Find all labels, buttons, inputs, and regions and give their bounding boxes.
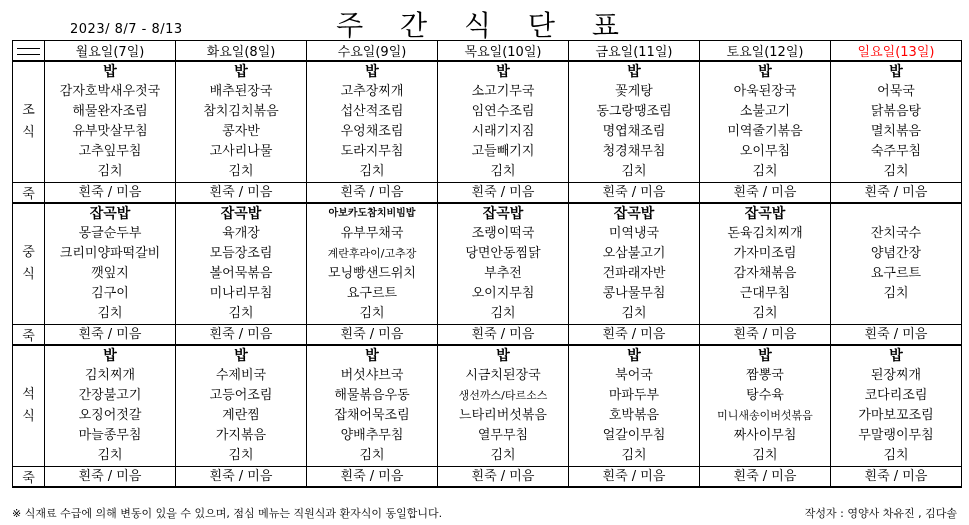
meal-row-lunch (13, 203, 962, 325)
porridge-cell: 흰죽 / 미음 (45, 325, 176, 346)
meal-label-char: 식 (22, 409, 35, 424)
porridge-label: 죽 (13, 467, 45, 488)
menu-item: 깻잎지 (91, 266, 129, 281)
menu-item: 버섯샤브국 (340, 368, 404, 383)
menu-item: 북어국 (615, 368, 653, 383)
menu-item: 임연수조림 (471, 104, 535, 119)
porridge-cell: 흰죽 / 미음 (700, 325, 831, 346)
meal-label-char: 중 (22, 245, 35, 260)
menu-item: 건파래자반 (602, 266, 666, 281)
menu-item: 고등어조림 (209, 388, 273, 403)
menu-cell (700, 61, 831, 183)
menu-main-dish: 잡곡밥 (482, 206, 524, 222)
menu-item: 김치 (490, 164, 516, 179)
menu-item: 오징어젓갈 (78, 408, 142, 423)
menu-item: 볼어묵볶음 (209, 266, 273, 281)
menu-item: 우엉채조림 (340, 124, 404, 139)
menu-cell (569, 203, 700, 325)
menu-cell (45, 61, 176, 183)
menu-main-dish: 잡곡밥 (89, 206, 131, 222)
menu-item: 크리미양파떡갈비 (59, 246, 161, 261)
porridge-cell: 흰죽 / 미음 (176, 467, 307, 488)
menu-main-dish: 밥 (103, 348, 117, 364)
menu-item: 김치 (621, 164, 647, 179)
menu-cell (176, 61, 307, 183)
meal-label-char: 식 (22, 267, 35, 282)
menu-item: 계란찜 (222, 408, 260, 423)
menu-item: 느타리버섯볶음 (459, 408, 547, 423)
menu-item: 소불고기 (739, 104, 791, 119)
page-title: 주 간 식 단 표 (336, 9, 633, 42)
menu-main-dish: 아보카도참치비빔밥 (328, 208, 416, 219)
menu-cell (438, 61, 569, 183)
menu-item: 김치 (490, 306, 516, 321)
menu-item: 김치 (97, 164, 123, 179)
menu-item: 육개장 (222, 226, 260, 241)
menu-item: 숙주무침 (870, 144, 922, 159)
menu-item: 미니새송이버섯볶음 (717, 409, 813, 422)
menu-item: 김치 (752, 306, 778, 321)
menu-item: 생선까스/타르소스 (458, 389, 548, 402)
menu-item: 당면안동찜닭 (465, 246, 541, 261)
menu-item: 김치 (228, 448, 254, 463)
menu-cell (831, 61, 962, 183)
corner-cell (13, 41, 45, 62)
meal-label-breakfast (13, 61, 45, 183)
menu-item: 김치 (621, 306, 647, 321)
porridge-cell: 흰죽 / 미음 (176, 325, 307, 346)
menu-item: 청경채무침 (602, 144, 666, 159)
menu-item: 김치 (883, 448, 909, 463)
menu-item: 김치 (752, 164, 778, 179)
menu-item: 감자호박새우젓국 (59, 84, 161, 99)
porridge-cell: 흰죽 / 미음 (569, 183, 700, 204)
menu-item: 호박볶음 (608, 408, 660, 423)
menu-item: 조랭이떡국 (471, 226, 535, 241)
porridge-cell: 흰죽 / 미음 (831, 467, 962, 488)
menu-cell (45, 345, 176, 467)
menu-item: 미역줄기볶음 (727, 124, 803, 139)
menu-item: 얼갈이무침 (602, 428, 666, 443)
porridge-row (13, 325, 962, 346)
porridge-cell: 흰죽 / 미음 (307, 467, 438, 488)
porridge-row (13, 467, 962, 488)
menu-item: 도라지무침 (340, 144, 404, 159)
menu-item: 고들빼기지 (471, 144, 535, 159)
menu-item: 김치 (883, 164, 909, 179)
meal-label-lunch (13, 203, 45, 325)
menu-main-dish: 밥 (496, 64, 510, 80)
menu-item: 김치 (752, 448, 778, 463)
porridge-cell: 흰죽 / 미음 (831, 325, 962, 346)
menu-cell (700, 345, 831, 467)
porridge-cell: 흰죽 / 미음 (438, 325, 569, 346)
day-header-tue: 화요일(8일) (176, 41, 307, 62)
menu-item: 김치 (359, 306, 385, 321)
menu-item: 열무무침 (477, 428, 529, 443)
menu-main-dish: 잡곡밥 (613, 206, 655, 222)
menu-item: 가마보꼬조림 (858, 408, 934, 423)
porridge-label: 죽 (13, 183, 45, 204)
menu-item: 무말랭이무침 (858, 428, 934, 443)
menu-main-dish: 밥 (758, 348, 772, 364)
menu-item: 콩나물무침 (602, 286, 666, 301)
menu-item: 김치 (228, 164, 254, 179)
day-header-sun: 일요일(13일) (831, 41, 962, 62)
menu-item: 김치 (359, 164, 385, 179)
menu-item: 시금치된장국 (465, 368, 541, 383)
menu-item: 아욱된장국 (733, 84, 797, 99)
corner-line (17, 54, 40, 55)
menu-item: 요구르트 (870, 266, 922, 281)
menu-item: 김구이 (91, 286, 129, 301)
menu-item: 짜사이무침 (733, 428, 797, 443)
menu-main-dish: 밥 (496, 348, 510, 364)
menu-item: 근대무침 (739, 286, 791, 301)
menu-item: 오이무침 (739, 144, 791, 159)
menu-main-dish: 밥 (365, 64, 379, 80)
porridge-label: 죽 (13, 325, 45, 346)
meal-row-breakfast (13, 61, 962, 183)
menu-item: 김치 (883, 286, 909, 301)
day-header-wed: 수요일(9일) (307, 41, 438, 62)
menu-main-dish: 밥 (103, 64, 117, 80)
menu-item: 오삼불고기 (602, 246, 666, 261)
menu-item: 가자미조림 (733, 246, 797, 261)
menu-item: 마파두부 (608, 388, 660, 403)
menu-cell (307, 203, 438, 325)
menu-main-dish: 밥 (234, 64, 248, 80)
menu-item: 양념간장 (870, 246, 922, 261)
day-header-thu: 목요일(10일) (438, 41, 569, 62)
porridge-cell: 흰죽 / 미음 (569, 467, 700, 488)
menu-item: 잔치국수 (870, 226, 922, 241)
menu-item: 돈육김치찌개 (727, 226, 803, 241)
menu-item: 계란후라이/고추장 (327, 247, 417, 260)
menu-cell (700, 203, 831, 325)
meal-label-char: 식 (22, 125, 35, 140)
menu-item: 유부맛살무침 (72, 124, 148, 139)
date-range: 2023/ 8/7 - 8/13 (70, 22, 183, 37)
menu-item: 명엽채조림 (602, 124, 666, 139)
menu-main-dish (831, 204, 961, 224)
menu-cell (569, 61, 700, 183)
menu-item: 수제비국 (215, 368, 267, 383)
menu-main-dish: 잡곡밥 (744, 206, 786, 222)
menu-item: 시래기지짐 (471, 124, 535, 139)
footer-note: ※ 식재료 수급에 의해 변동이 있을 수 있으며, 점심 메뉴는 직원식과 환자식이 동일합니다. (12, 507, 443, 520)
menu-item: 콩자반 (222, 124, 260, 139)
menu-item: 탕수육 (746, 388, 784, 403)
menu-item: 김치 (97, 306, 123, 321)
porridge-cell: 흰죽 / 미음 (307, 183, 438, 204)
menu-item: 어묵국 (877, 84, 915, 99)
menu-item: 가지볶음 (215, 428, 267, 443)
menu-item: 닭볶음탕 (870, 104, 922, 119)
menu-cell (831, 345, 962, 467)
menu-item: 해물볶음우동 (334, 388, 410, 403)
menu-cell (438, 345, 569, 467)
menu-item: 유부무채국 (340, 226, 404, 241)
porridge-row (13, 183, 962, 204)
menu-item: 김치 (359, 448, 385, 463)
menu-item: 김치찌개 (84, 368, 136, 383)
menu-main-dish: 밥 (889, 348, 903, 364)
weekly-menu-table (12, 40, 962, 488)
day-header-sat: 토요일(12일) (700, 41, 831, 62)
meal-label-dinner (13, 345, 45, 467)
menu-cell (307, 345, 438, 467)
menu-item: 김치 (97, 448, 123, 463)
porridge-cell: 흰죽 / 미음 (307, 325, 438, 346)
menu-main-dish: 밥 (234, 348, 248, 364)
menu-item: 멸치볶음 (870, 124, 922, 139)
menu-main-dish: 잡곡밥 (220, 206, 262, 222)
footer-author: 작성자 : 영양사 차유진 , 김다솔 (804, 507, 957, 520)
porridge-cell: 흰죽 / 미음 (700, 183, 831, 204)
porridge-cell: 흰죽 / 미음 (176, 183, 307, 204)
porridge-cell: 흰죽 / 미음 (45, 467, 176, 488)
meal-label-char: 조 (22, 103, 35, 118)
menu-item: 잡채어묵조림 (334, 408, 410, 423)
menu-main-dish: 밥 (365, 348, 379, 364)
menu-item: 짬뽕국 (746, 368, 784, 383)
menu-item: 요구르트 (346, 286, 398, 301)
menu-item: 부추전 (484, 266, 522, 281)
menu-item: 고사리나물 (209, 144, 273, 159)
menu-item: 미나리무침 (209, 286, 273, 301)
menu-item: 모듬장조림 (209, 246, 273, 261)
menu-item: 김치 (228, 306, 254, 321)
menu-cell (569, 345, 700, 467)
menu-main-dish: 밥 (627, 64, 641, 80)
menu-item: 해물완자조림 (72, 104, 148, 119)
meal-row-dinner (13, 345, 962, 467)
menu-item: 양배추무침 (340, 428, 404, 443)
porridge-cell: 흰죽 / 미음 (700, 467, 831, 488)
menu-main-dish: 밥 (889, 64, 903, 80)
menu-main-dish: 밥 (627, 348, 641, 364)
menu-item: 김치 (621, 448, 647, 463)
menu-item: 김치 (490, 448, 516, 463)
menu-cell (176, 345, 307, 467)
meal-label-char: 석 (22, 387, 35, 402)
menu-item (831, 304, 961, 324)
menu-item: 고추장찌개 (340, 84, 404, 99)
menu-item: 코다리조림 (864, 388, 928, 403)
menu-item: 동그랑땡조림 (596, 104, 672, 119)
menu-cell (307, 61, 438, 183)
menu-item: 배추된장국 (209, 84, 273, 99)
menu-cell (438, 203, 569, 325)
porridge-cell: 흰죽 / 미음 (569, 325, 700, 346)
porridge-cell: 흰죽 / 미음 (438, 183, 569, 204)
menu-cell (831, 203, 962, 325)
menu-item: 참치김치볶음 (203, 104, 279, 119)
menu-item: 간장불고기 (78, 388, 142, 403)
menu-item: 미역냉국 (608, 226, 660, 241)
menu-cell (45, 203, 176, 325)
menu-item: 고추잎무침 (78, 144, 142, 159)
porridge-cell: 흰죽 / 미음 (438, 467, 569, 488)
day-header-fri: 금요일(11일) (569, 41, 700, 62)
menu-item: 소고기무국 (471, 84, 535, 99)
menu-item: 마늘종무침 (78, 428, 142, 443)
menu-item: 된장찌개 (870, 368, 922, 383)
menu-main-dish: 밥 (758, 64, 772, 80)
menu-item: 오이지무침 (471, 286, 535, 301)
menu-item: 몽글순두부 (78, 226, 142, 241)
menu-item: 모닝빵샌드위치 (328, 266, 416, 281)
porridge-cell: 흰죽 / 미음 (831, 183, 962, 204)
menu-item: 꽃게탕 (615, 84, 653, 99)
day-header-mon: 월요일(7일) (45, 41, 176, 62)
porridge-cell: 흰죽 / 미음 (45, 183, 176, 204)
menu-cell (176, 203, 307, 325)
corner-line (17, 48, 40, 49)
menu-item: 섭산적조림 (340, 104, 404, 119)
day-header-row (13, 41, 962, 62)
menu-item: 감자채볶음 (733, 266, 797, 281)
